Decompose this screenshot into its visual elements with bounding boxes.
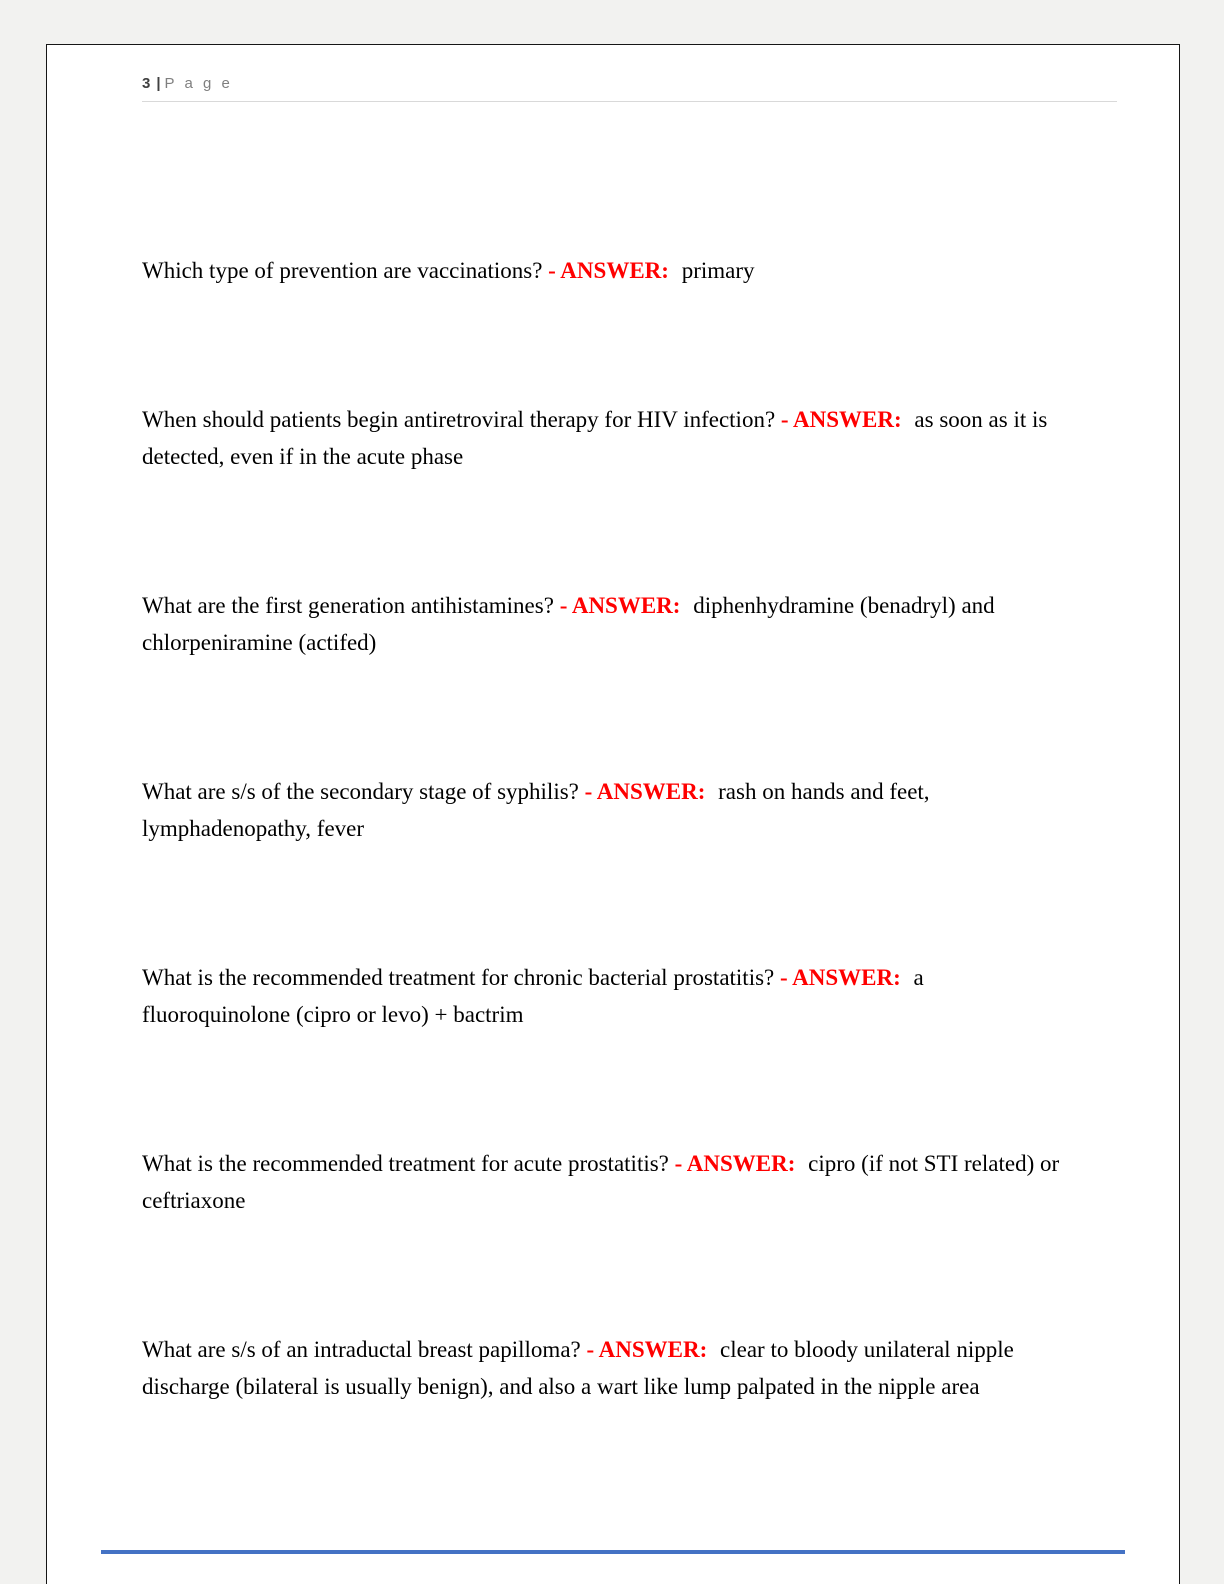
answer-text: clear to bloody unilateral nipple discharge (bilateral is usually benign), and also a wart like lump palpated in the nipple area: [142, 1337, 1014, 1399]
header-separator: |: [156, 75, 161, 92]
question-text: Which type of prevention are vaccinations?: [142, 258, 543, 283]
header-page-label: P a g e: [164, 75, 233, 92]
page-header: [142, 75, 1117, 102]
document-page: [46, 44, 1180, 1584]
question-text: What is the recommended treatment for chronic bacterial prostatitis?: [142, 965, 775, 990]
question-text: What is the recommended treatment for acute prostatitis?: [142, 1151, 669, 1176]
footer-accent-rule: [101, 1550, 1125, 1554]
qa-item: [142, 773, 1069, 847]
answer-text: primary: [681, 258, 755, 283]
question-text: What are s/s of an intraductal breast papilloma?: [142, 1337, 581, 1362]
answer-text: rash on hands and feet, lymphadenopathy, fever: [142, 779, 930, 841]
qa-item: [142, 252, 1069, 289]
qa-item: [142, 1145, 1069, 1219]
answer-label: - ANSWER:: [584, 779, 706, 804]
answer-label: - ANSWER:: [586, 1337, 708, 1362]
page-number: 3: [142, 75, 151, 92]
question-text: When should patients begin antiretroviral therapy for HIV infection?: [142, 407, 776, 432]
document-body: [142, 252, 1069, 1405]
answer-label: - ANSWER:: [780, 965, 901, 990]
answer-text: cipro (if not STI related) or ceftriaxone: [142, 1151, 1060, 1213]
answer-label: - ANSWER:: [548, 258, 669, 283]
question-text: What are s/s of the secondary stage of syphilis?: [142, 779, 579, 804]
answer-label: - ANSWER:: [780, 407, 902, 432]
qa-item: [142, 959, 1069, 1033]
qa-item: [142, 1331, 1069, 1405]
qa-item: [142, 587, 1069, 661]
answer-text: a fluoroquinolone (cipro or levo) + bactrim: [142, 965, 924, 1027]
answer-label: - ANSWER:: [674, 1151, 796, 1176]
answer-label: - ANSWER:: [559, 593, 681, 618]
answer-text: diphenhydramine (benadryl) and chlorpeniramine (actifed): [142, 593, 995, 655]
question-text: What are the first generation antihistamines?: [142, 593, 554, 618]
answer-text: as soon as it is detected, even if in the acute phase: [142, 407, 1048, 469]
qa-item: [142, 401, 1069, 475]
